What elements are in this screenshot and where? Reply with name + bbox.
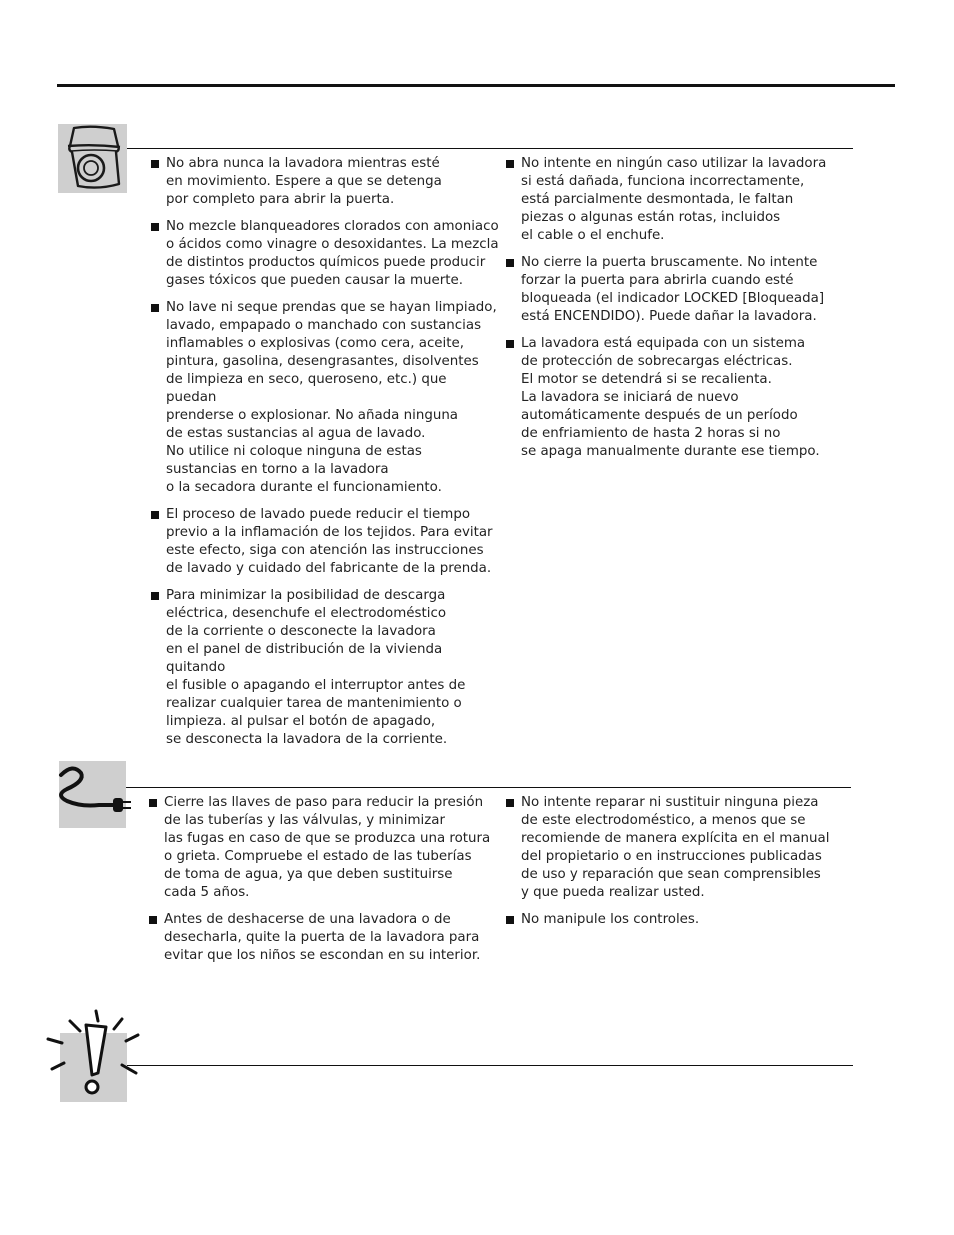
exclamation-warning-icon: [60, 1033, 127, 1102]
list-item: No intente reparar ni sustituir ninguna pieza de este electrodoméstico, a menos que se recomiende de manera explícita en el manual del propietario o en instrucciones publicadas de uso y reparación que sean comprensibles y que pueda realizar usted.: [506, 794, 851, 902]
bullet-icon: [506, 259, 514, 267]
bullet-icon: [506, 340, 514, 348]
section-divider: [127, 1065, 853, 1066]
list-item: El proceso de lavado puede reducir el tiempo previo a la inflamación de los tejidos. Para evitar este efecto, siga con atención las instrucciones de lavado y cuidado del fabricante de la prenda.: [151, 506, 501, 578]
section-1-right-column: [506, 155, 851, 470]
list-item: No lave ni seque prendas que se hayan limpiado, lavado, empapado o manchado con sustancias inflamables o explosivas (como cera, aceite, pintura, gasolina, desengrasantes, disolventes de limpieza en seco, queroseno, etc.) que puedan prenderse o explosionar. No añada ninguna de estas sustancias al agua de lavado. No utilice ni coloque ninguna de estas sustancias en torno a la lavadora o la secadora durante el funcionamiento.: [151, 299, 501, 497]
bullet-icon: [506, 916, 514, 924]
bullet-icon: [151, 304, 159, 312]
power-cord-icon: [59, 761, 126, 828]
list-item: La lavadora está equipada con un sistema de protección de sobrecargas eléctricas. El motor se detendrá si se recalienta. La lavadora se iniciará de nuevo automáticamente después de un período de enfriamiento de hasta 2 horas si no se apaga manualmente durante ese tiempo.: [506, 335, 851, 461]
bullet-icon: [149, 799, 157, 807]
bullet-icon: [151, 160, 159, 168]
list-item: Antes de deshacerse de una lavadora o de desecharla, quite la puerta de la lavadora para evitar que los niños se escondan en su interior.: [149, 911, 499, 965]
list-item: No cierre la puerta bruscamente. No intente forzar la puerta para abrirla cuando esté bloqueada (el indicador LOCKED [Bloqueada] está ENCENDIDO). Puede dañar la lavadora.: [506, 254, 851, 326]
list-item: No mezcle blanqueadores clorados con amoniaco o ácidos como vinagre o desoxidantes. La mezcla de distintos productos químicos puede producir gases tóxicos que pueden causar la muerte.: [151, 218, 501, 290]
washer-icon: [58, 124, 127, 193]
bullet-icon: [506, 799, 514, 807]
section-divider: [126, 787, 851, 788]
top-divider: [57, 84, 895, 87]
section-1-left-column: [151, 155, 501, 758]
list-item: No manipule los controles.: [506, 911, 851, 929]
bullet-icon: [151, 592, 159, 600]
section-2-left-column: [149, 794, 499, 974]
list-item: Para minimizar la posibilidad de descarga eléctrica, desenchufe el electrodoméstico de la corriente o desconecte la lavadora en el panel de distribución de la vivienda quitando el fusible o apagando el interruptor antes de realizar cualquier tarea de mantenimiento o limpieza. al pulsar el botón de apagado, se desconecta la lavadora de la corriente.: [151, 587, 501, 749]
bullet-icon: [149, 916, 157, 924]
bullet-icon: [151, 223, 159, 231]
bullet-icon: [506, 160, 514, 168]
section-divider: [127, 148, 853, 149]
list-item: No abra nunca la lavadora mientras esté en movimiento. Espere a que se detenga por completo para abrir la puerta.: [151, 155, 501, 209]
list-item: Cierre las llaves de paso para reducir la presión de las tuberías y las válvulas, y minimizar las fugas en caso de que se produzca una rotura o grieta. Compruebe el estado de las tuberías de toma de agua, ya que deben sustituirse cada 5 años.: [149, 794, 499, 902]
section-2-right-column: [506, 794, 851, 938]
list-item: No intente en ningún caso utilizar la lavadora si está dañada, funciona incorrectamente, está parcialmente desmontada, le faltan piezas o algunas están rotas, incluidos el cable o el enchufe.: [506, 155, 851, 245]
bullet-icon: [151, 511, 159, 519]
